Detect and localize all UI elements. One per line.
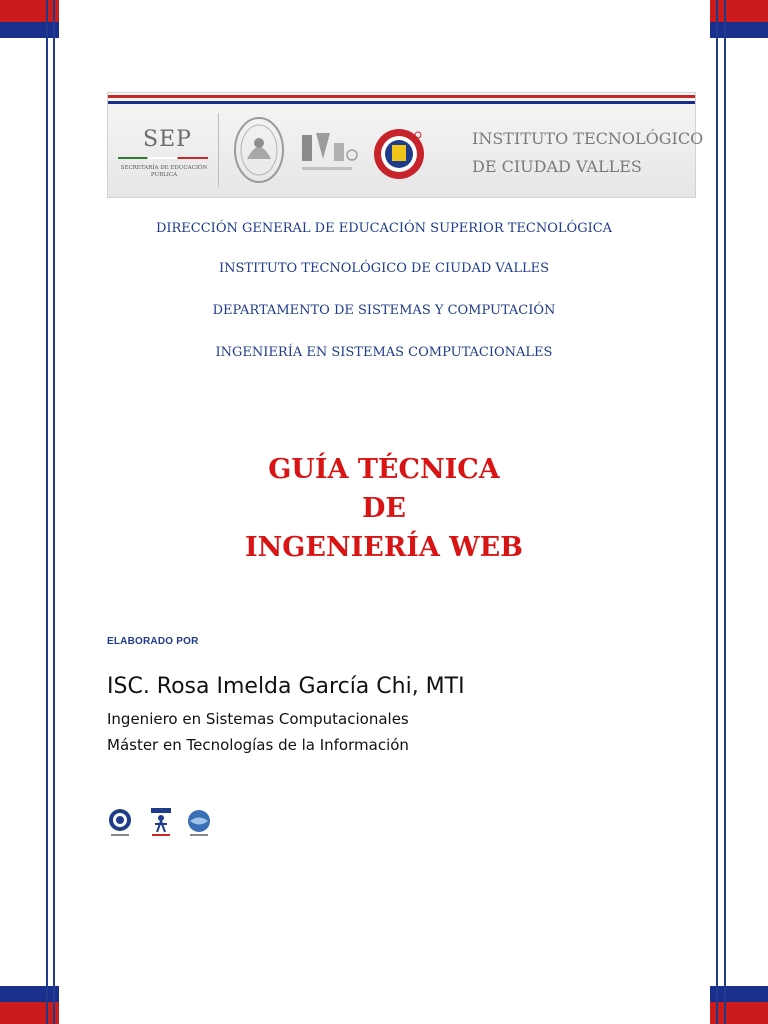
header-banner [107,92,704,198]
institute-banner-title [472,125,704,181]
author-degree-1: Ingeniero en Sistemas Computacionales [107,710,409,728]
title-line-2: DE [362,493,406,524]
banner-red-stripe [108,95,695,98]
frame-left-outer-line [46,0,48,1024]
title-line-1: GUÍA TÉCNICA [268,454,500,485]
sep-subtitle: SECRETARÍA DE EDUCACIÓN PÚBLICA [120,165,208,178]
mexico-seal-icon [233,115,285,185]
sep-flag-line [118,157,208,159]
sep-logo-text: SEP [143,127,192,152]
globe-logo-icon [186,808,212,838]
document-title [107,450,661,567]
title-line-3: INGENIERÍA WEB [245,532,523,563]
header-line-departamento: DEPARTAMENTO DE SISTEMAS Y COMPUTACIÓN [212,303,556,318]
author-name: ISC. Rosa Imelda García Chi, MTI [107,674,465,699]
dgest-logo-icon [296,129,360,179]
frame-left-inner-line [53,0,55,1024]
institute-banner-line2: DE CIUDAD VALLES [472,157,642,176]
itcv-emblem-icon [372,127,426,181]
header-line-instituto: INSTITUTO TECNOLÓGICO DE CIUDAD VALLES [218,261,549,276]
banner-divider [218,113,219,187]
header-line-direccion: DIRECCIÓN GENERAL DE EDUCACIÓN SUPERIOR TECNOLÓGICA [155,221,613,236]
elaborado-por-label: ELABORADO POR [107,636,199,647]
author-degree-2: Máster en Tecnologías de la Información [107,736,409,754]
seal-logo-icon [108,808,132,838]
frame-right-outer-line [724,0,726,1024]
header-line-carrera: INGENIERÍA EN SISTEMAS COMPUTACIONALES [215,345,553,360]
banner-blue-stripe [108,101,695,104]
institute-banner-line1: INSTITUTO TECNOLÓGICO [472,129,704,148]
frame-right-inner-line [716,0,718,1024]
figure-logo-icon [149,808,173,838]
